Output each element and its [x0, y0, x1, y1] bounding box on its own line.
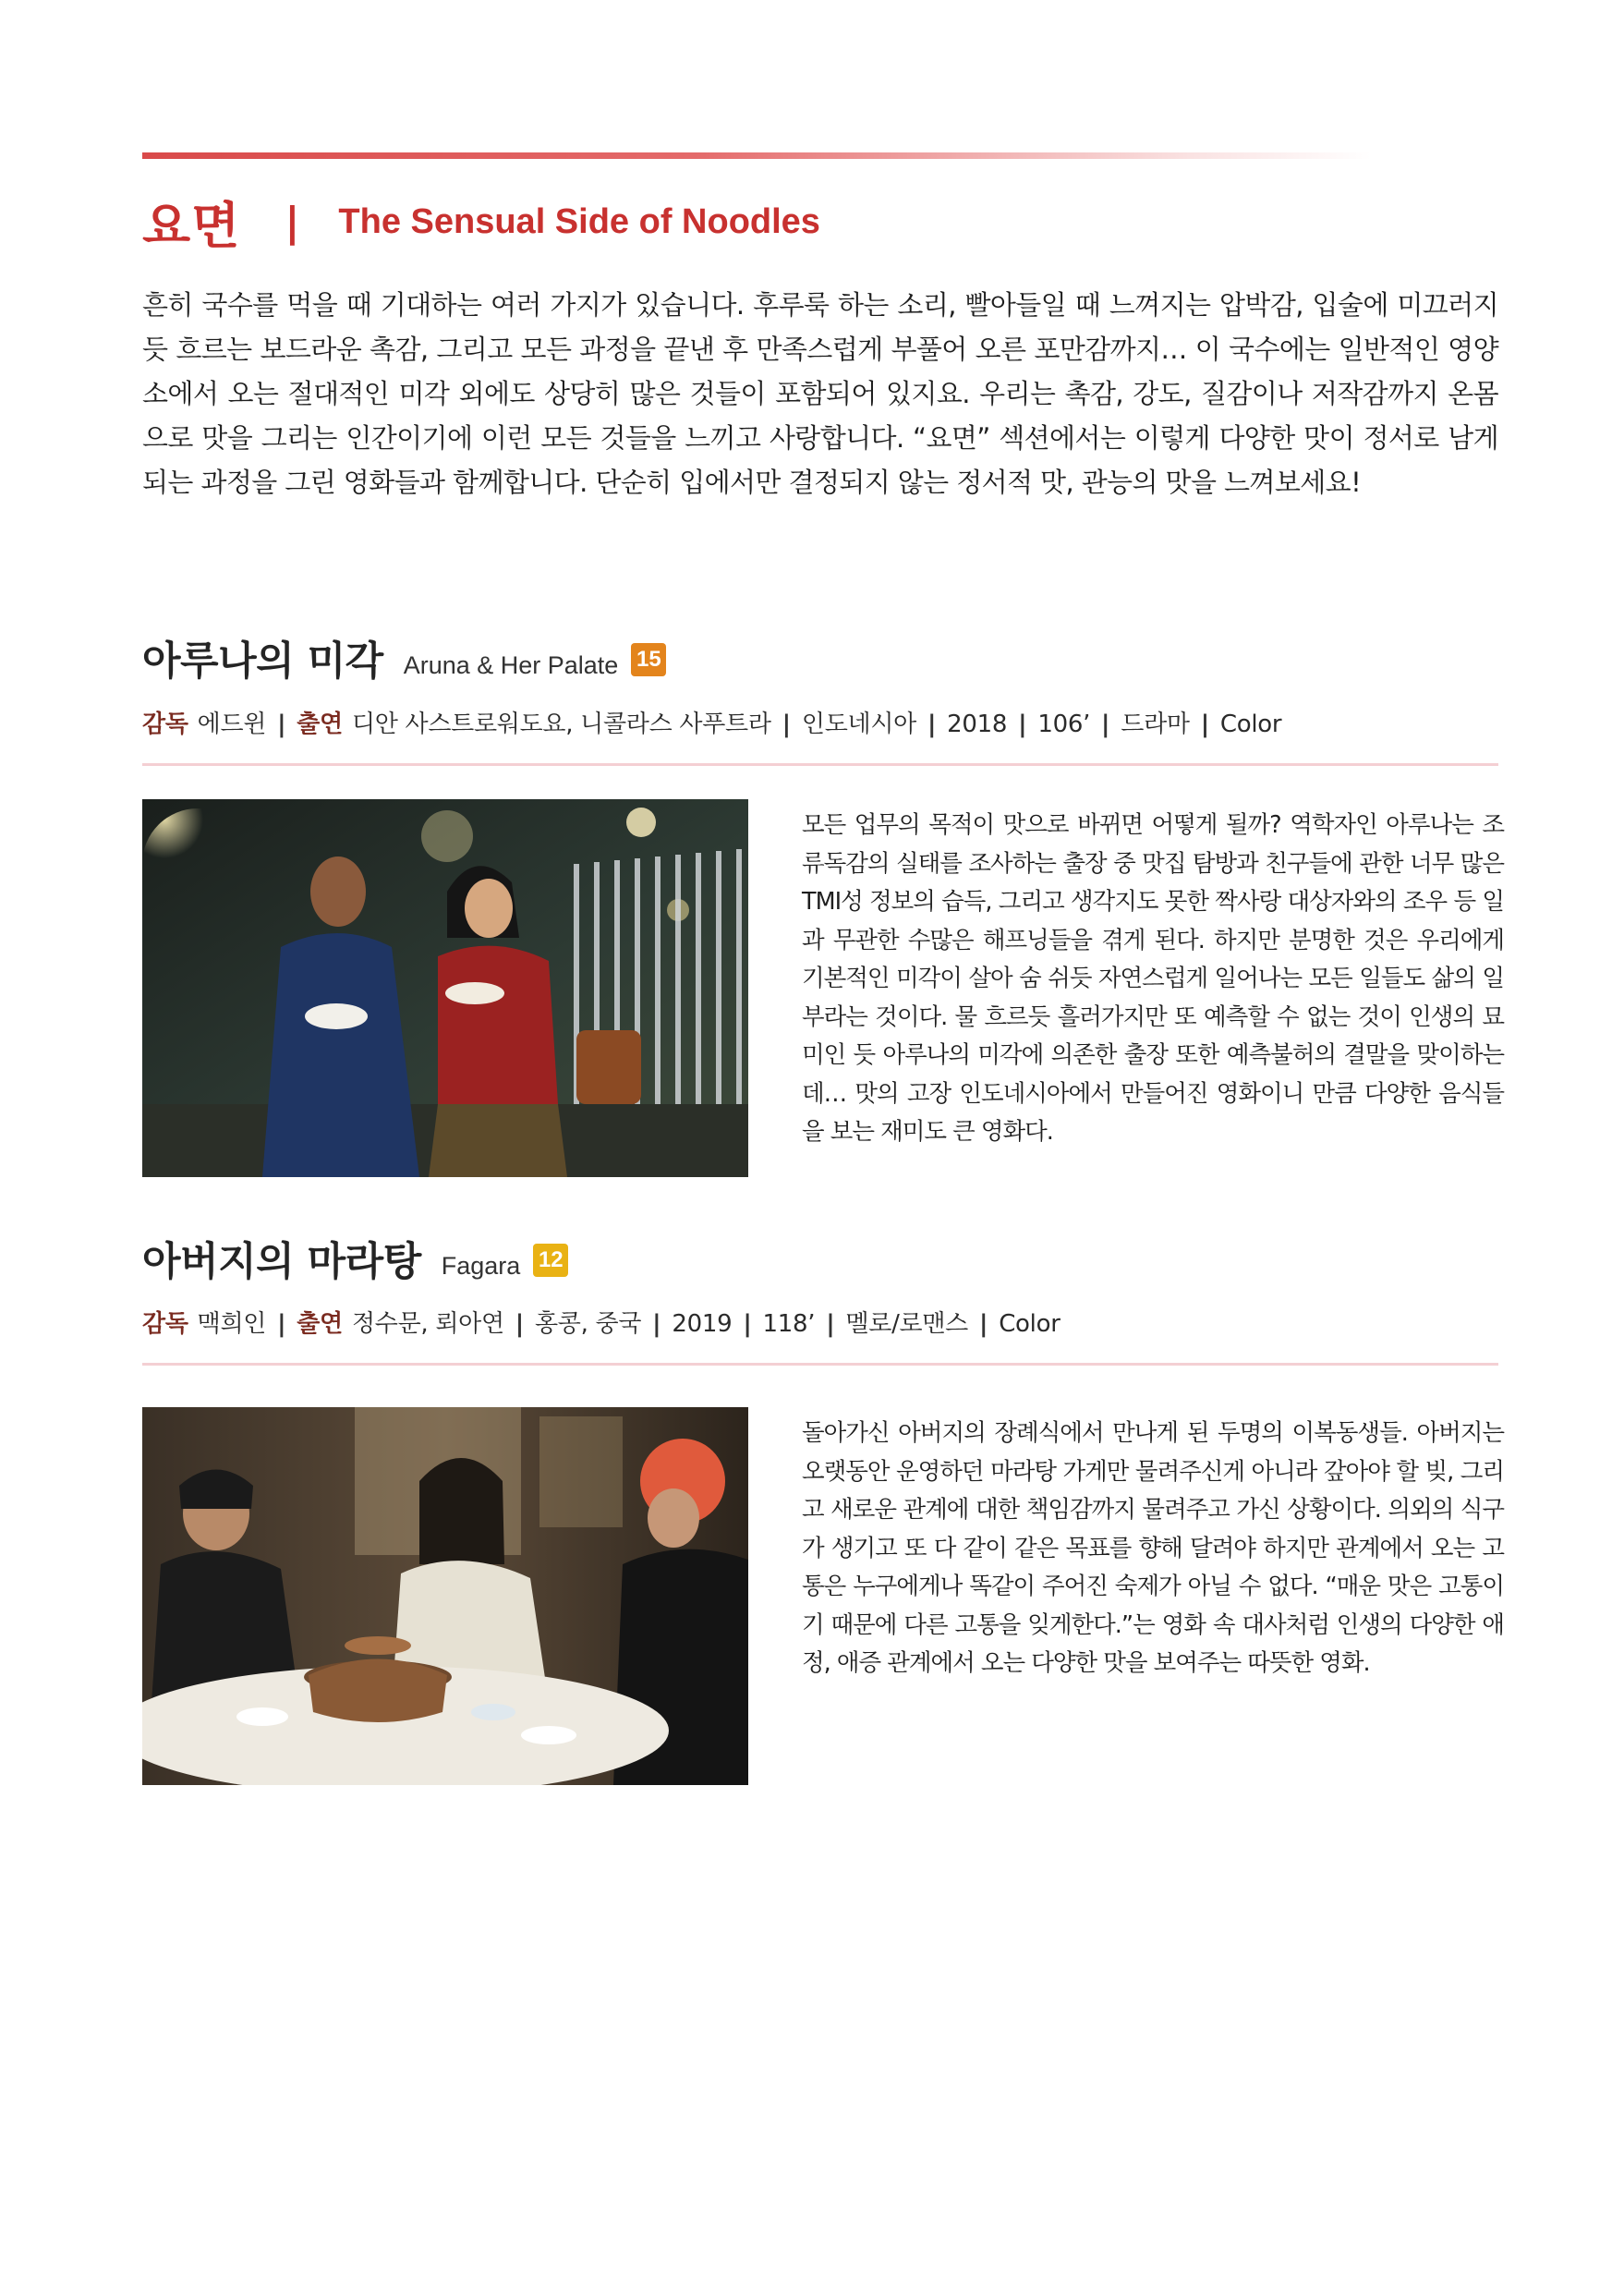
film-1-still-image: [142, 799, 748, 1177]
meta-separator: |: [927, 711, 937, 738]
film-1-title: 아루나의 미각: [142, 638, 383, 685]
film-1-runtime: 106’: [1037, 711, 1091, 738]
film-2-cast: 정수문, 뢰아연: [351, 1310, 504, 1338]
film-2-rating-badge: 12: [533, 1244, 568, 1277]
film-2-color: Color: [999, 1310, 1060, 1338]
meta-separator: |: [277, 711, 286, 738]
meta-separator: |: [1101, 711, 1110, 738]
film-2-cast-label: 출연: [297, 1310, 343, 1338]
meta-separator: |: [1200, 711, 1209, 738]
film-1-rating-badge: 15: [631, 643, 666, 676]
film-2-title-row: [142, 1238, 568, 1286]
film-2-country: 홍콩, 중국: [534, 1310, 642, 1338]
section-intro: 흔히 국수를 먹을 때 기대하는 여러 가지가 있습니다. 후루룩 하는 소리, 빨아들일 때 느껴지는 압박감, 입술에 미끄러지듯 흐르는 보드라운 촉감, 그리고 모든 과정을 끝낸 후 만족스럽게 부풀어 오른 포만감까지… 이 국수에는 일반적인 영양소에서 오는 절대적인 미각 외에도 상당히 많은 것들이 포함되어 있지요. 우리는 촉감, 강도, 질감이나 저작감까지 온몸으로 맛을 그리는 인간이기에 이런 모든 것들을 느끼고 사랑합니다. “요면” 섹션에서는 이렇게 다양한 맛이 정서로 남게 되는 과정을 그린 영화들과 함께합니다. 단순히 입에서만 결정되지 않는 정서적 맛, 관능의 맛을 느껴보세요!: [142, 289, 1498, 498]
section-subtitle: The Sensual Side of Noodles: [338, 201, 820, 241]
meta-separator: |: [1018, 711, 1027, 738]
meta-separator: |: [826, 1310, 835, 1338]
meta-separator: |: [743, 1310, 752, 1338]
film-2-title: 아버지의 마라탕: [142, 1239, 421, 1285]
meta-separator: |: [515, 1310, 524, 1338]
film-2-director: 맥희인: [197, 1310, 267, 1338]
film-1-cast-label: 출연: [297, 711, 343, 738]
meta-separator: |: [782, 711, 791, 738]
film-2-runtime: 118’: [762, 1310, 816, 1338]
film-1-director: 에드윈: [197, 711, 267, 738]
film-1-genre: 드라마: [1121, 711, 1190, 738]
film-1-synopsis: 모든 업무의 목적이 맛으로 바뀌면 어떻게 될까? 역학자인 아루나는 조류독감의 실태를 조사하는 출장 중 맛집 탐방과 친구들에 관한 너무 많은 TMI성 정보의 습득, 그리고 생각지도 못한 짝사랑 대상자와의 조우 등 일과 무관한 수많은 해프닝들을 겪게 된다. 하지만 분명한 것은 우리에게 기본적인 미각이 살아 숨 쉬듯 자연스럽게 일어나는 모든 일들도 삶의 일부라는 것이다. 물 흐르듯 흘러가지만 또 예측할 수 없는 것이 인생의 묘미인 듯 아루나의 미각에 의존한 출장 또한 예측불허의 결말을 맞이하는데… 맛의 고장 인도네시아에서 만들어진 영화이니 만큼 다양한 음식들을 보는 재미도 큰 영화다.: [802, 811, 1504, 1146]
film-1-year: 2018: [947, 711, 1008, 738]
film-2-title-en: Fagara: [441, 1252, 521, 1280]
film-1-title-en: Aruna & Her Palate: [403, 651, 619, 679]
film-2-year: 2019: [672, 1310, 733, 1338]
film-1-country: 인도네시아: [801, 711, 916, 738]
film-1-title-row: [142, 638, 666, 686]
film-2-still-image: [142, 1407, 748, 1785]
section-title-separator: |: [285, 198, 300, 246]
film-2-synopsis: 돌아가신 아버지의 장례식에서 만나게 된 두명의 이복동생들. 아버지는 오랫동안 운영하던 마라탕 가게만 물려주신게 아니라 갚아야 할 빚, 그리고 새로운 관계에 대한 책임감까지 물려주고 가신 상황이다. 의외의 식구가 생기고 또 다 같이 같은 목표를 향해 달려야 하지만 관계에서 오는 고통은 누구에게나 똑같이 주어진 숙제가 아닐 수 없다. “매운 맛은 고통이기 때문에 다른 고통을 잊게한다.”는 영화 속 대사처럼 인생의 다양한 애정, 애증 관계에서 오는 다양한 맛을 보여주는 따뜻한 영화.: [802, 1419, 1504, 1677]
film-1-credits: [142, 705, 1281, 739]
film-2-divider: [142, 1363, 1498, 1366]
film-2-still-illustration: [142, 1407, 748, 1785]
film-1-director-label: 감독: [142, 711, 188, 738]
film-2-genre: 멜로/로맨스: [845, 1310, 968, 1338]
film-1-still-illustration: [142, 799, 748, 1177]
film-1-color: Color: [1219, 711, 1282, 738]
section-title: 요면: [142, 196, 241, 255]
meta-separator: |: [277, 1310, 286, 1338]
film-2-director-label: 감독: [142, 1310, 188, 1338]
film-1-divider: [142, 763, 1498, 766]
meta-separator: |: [652, 1310, 661, 1338]
section-header: [142, 189, 820, 254]
top-gradient-rule: [142, 152, 1371, 159]
film-1-cast: 디안 사스트로워도요, 니콜라스 사푸트라: [351, 711, 771, 738]
meta-separator: |: [979, 1310, 988, 1338]
film-2-credits: [142, 1305, 1060, 1339]
